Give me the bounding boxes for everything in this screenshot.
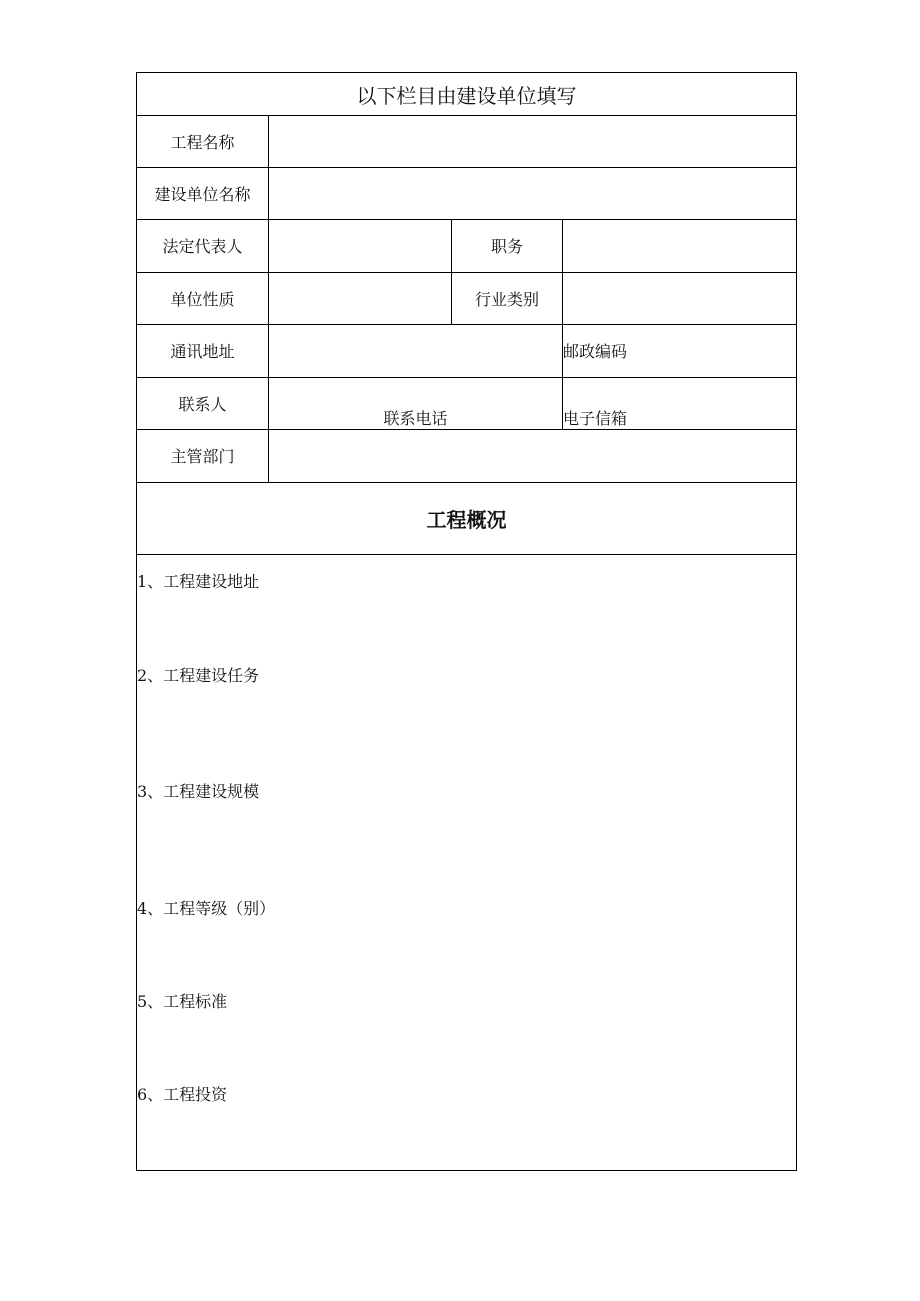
overview-title: 工程概况 — [426, 507, 507, 532]
industry-type-label: 行业类别 — [474, 289, 539, 309]
developer-name-field[interactable] — [269, 168, 796, 219]
authority-label: 主管部门 — [170, 447, 235, 466]
project-registration-form — [136, 72, 797, 1171]
address-label: 通讯地址 — [170, 342, 235, 361]
overview-item-grade: 4、工程等级（别） — [137, 899, 276, 918]
email-label: 电子信箱 — [563, 408, 628, 428]
overview-item-task: 2、工程建设任务 — [137, 666, 260, 685]
authority-field[interactable] — [269, 430, 796, 482]
overview-item-standard: 5、工程标准 — [137, 992, 228, 1011]
postal-code-label: 邮政编码 — [563, 342, 628, 361]
position-label: 职务 — [490, 237, 523, 256]
developer-name-label: 建设单位名称 — [154, 184, 251, 204]
contact-person-label: 联系人 — [178, 394, 227, 414]
form-title: 以下栏目由建设单位填写 — [356, 83, 577, 108]
industry-type-field[interactable] — [563, 273, 796, 324]
legal-rep-field[interactable] — [269, 220, 451, 272]
unit-nature-label: 单位性质 — [170, 289, 235, 309]
contact-phone-label: 联系电话 — [383, 408, 448, 428]
position-field[interactable] — [563, 220, 796, 272]
legal-rep-label: 法定代表人 — [162, 237, 243, 256]
overview-item-investment: 6、工程投资 — [137, 1085, 228, 1104]
row-divider — [137, 554, 796, 555]
project-name-field[interactable] — [269, 116, 796, 167]
project-name-label: 工程名称 — [170, 132, 235, 152]
overview-item-scale: 3、工程建设规模 — [137, 782, 260, 801]
unit-nature-field[interactable] — [269, 273, 451, 324]
overview-item-address: 1、工程建设地址 — [137, 572, 260, 591]
address-field[interactable] — [269, 325, 562, 377]
